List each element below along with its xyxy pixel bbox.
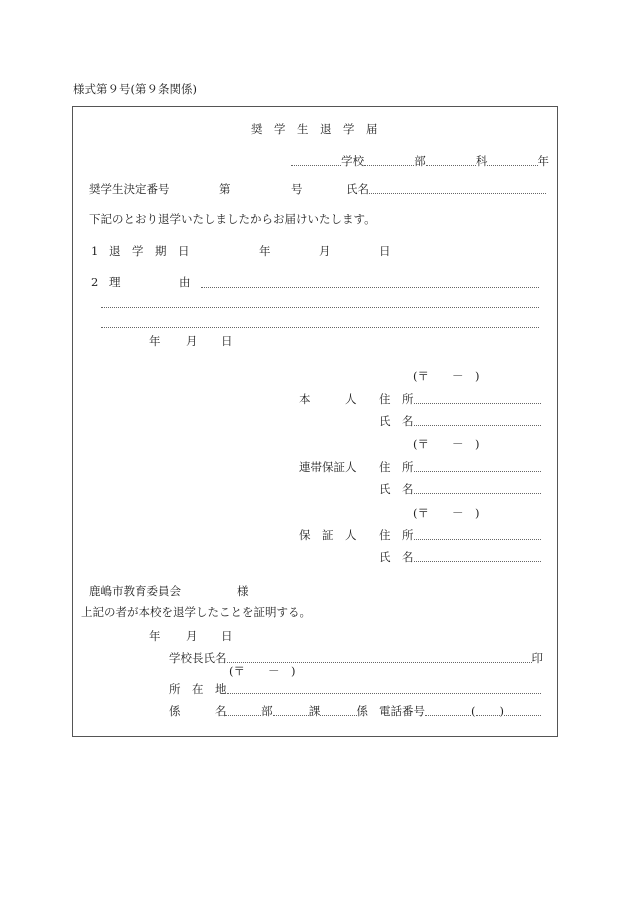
course-label: 科 — [475, 154, 488, 168]
withdrawal-form-box — [72, 106, 558, 737]
recipient-name: 鹿嶋市教育委員会 — [89, 584, 181, 598]
certification-month-label: 月 — [186, 629, 198, 643]
school-postal-code: (〒 － ) — [229, 664, 296, 678]
seal-mark: 印 — [531, 651, 543, 665]
dotted-leader — [504, 715, 541, 716]
joint-guarantor-postal-code: (〒 － ) — [413, 437, 480, 451]
joint-guarantor-address-line — [379, 460, 541, 474]
item-number-1: 1 — [91, 244, 99, 258]
guarantor-role-label: 保 証 人 — [299, 528, 357, 542]
dotted-leader — [487, 165, 537, 166]
item-number-2: 2 — [91, 275, 99, 289]
school-label: 学校 — [341, 154, 365, 168]
certification-year-label: 年 — [149, 629, 161, 643]
dotted-leader — [320, 715, 356, 716]
phone-number-line — [425, 704, 541, 718]
joint-guarantor-name-line — [379, 482, 541, 496]
dotted-leader — [414, 471, 542, 472]
student-name-line — [346, 182, 546, 196]
phone-open-paren: ( — [471, 704, 476, 718]
name-label: 氏 名 — [379, 482, 414, 496]
department-label: 部 — [414, 154, 426, 168]
dotted-leader — [425, 715, 471, 716]
dotted-leader — [227, 693, 542, 694]
student-postal-code: (〒 － ) — [413, 369, 480, 383]
submission-day-label: 日 — [221, 334, 233, 348]
dotted-leader — [369, 193, 546, 194]
scholarship-number-label: 奨学生決定番号 — [89, 182, 170, 196]
certification-statement: 上記の者が本校を退学したことを証明する。 — [81, 605, 311, 619]
dotted-leader — [414, 425, 542, 426]
phone-close-paren: ) — [499, 704, 504, 718]
withdrawal-date-label: 退 学 期 日 — [109, 244, 190, 258]
recipient-honorific: 様 — [237, 584, 249, 598]
principal-name-line — [169, 651, 543, 665]
dotted-leader — [414, 493, 542, 494]
joint-guarantor-role-label: 連帯保証人 — [299, 460, 357, 474]
dotted-leader — [414, 561, 542, 562]
dotted-leader — [364, 165, 414, 166]
month-label: 月 — [319, 244, 331, 258]
staff-name-label: 係 名 — [169, 704, 227, 718]
dotted-leader — [225, 715, 261, 716]
address-label: 住 所 — [379, 528, 414, 542]
school-location-line — [169, 682, 541, 696]
guarantor-postal-code: (〒 － ) — [413, 506, 480, 520]
submission-month-label: 月 — [186, 334, 198, 348]
dotted-leader — [291, 165, 341, 166]
number-prefix: 第 — [219, 182, 231, 196]
grade-label: 年 — [537, 154, 549, 168]
form-number-label: 様式第９号(第９条関係) — [73, 82, 197, 96]
dotted-leader — [273, 715, 309, 716]
school-line — [291, 154, 549, 168]
name-label: 氏 名 — [379, 550, 414, 564]
form-title: 奨 学 生 退 学 届 — [251, 122, 378, 136]
name-label: 氏 名 — [379, 414, 414, 428]
reason-line-1 — [201, 287, 539, 288]
department-label: 部 — [261, 704, 273, 718]
staff-department-line — [225, 704, 368, 718]
student-address-line — [379, 392, 541, 406]
number-suffix: 号 — [291, 182, 303, 196]
reason-label-end: 由 — [179, 275, 191, 289]
reason-line-2 — [101, 307, 539, 308]
dotted-leader — [414, 403, 542, 404]
student-role-label: 本 人 — [299, 392, 357, 406]
unit-label: 係 — [356, 704, 369, 718]
intro-text: 下記のとおり退学いたしましたからお届けいたします。 — [89, 212, 376, 226]
year-label: 年 — [259, 244, 271, 258]
address-label: 住 所 — [379, 392, 414, 406]
dotted-leader — [476, 715, 500, 716]
dotted-leader — [426, 165, 476, 166]
guarantor-address-line — [379, 528, 541, 542]
submission-year-label: 年 — [149, 334, 161, 348]
section-label: 課 — [308, 704, 321, 718]
day-label: 日 — [379, 244, 391, 258]
dotted-leader — [227, 662, 532, 663]
name-label: 氏名 — [346, 182, 369, 196]
reason-line-3 — [101, 327, 539, 328]
phone-number-label: 電話番号 — [379, 704, 425, 718]
location-label: 所 在 地 — [169, 682, 227, 696]
principal-name-label: 学校長氏名 — [169, 651, 227, 665]
certification-day-label: 日 — [221, 629, 233, 643]
dotted-leader — [414, 539, 542, 540]
guarantor-name-line — [379, 550, 541, 564]
reason-label-start: 理 — [109, 275, 121, 289]
address-label: 住 所 — [379, 460, 414, 474]
student-signature-line — [379, 414, 541, 428]
